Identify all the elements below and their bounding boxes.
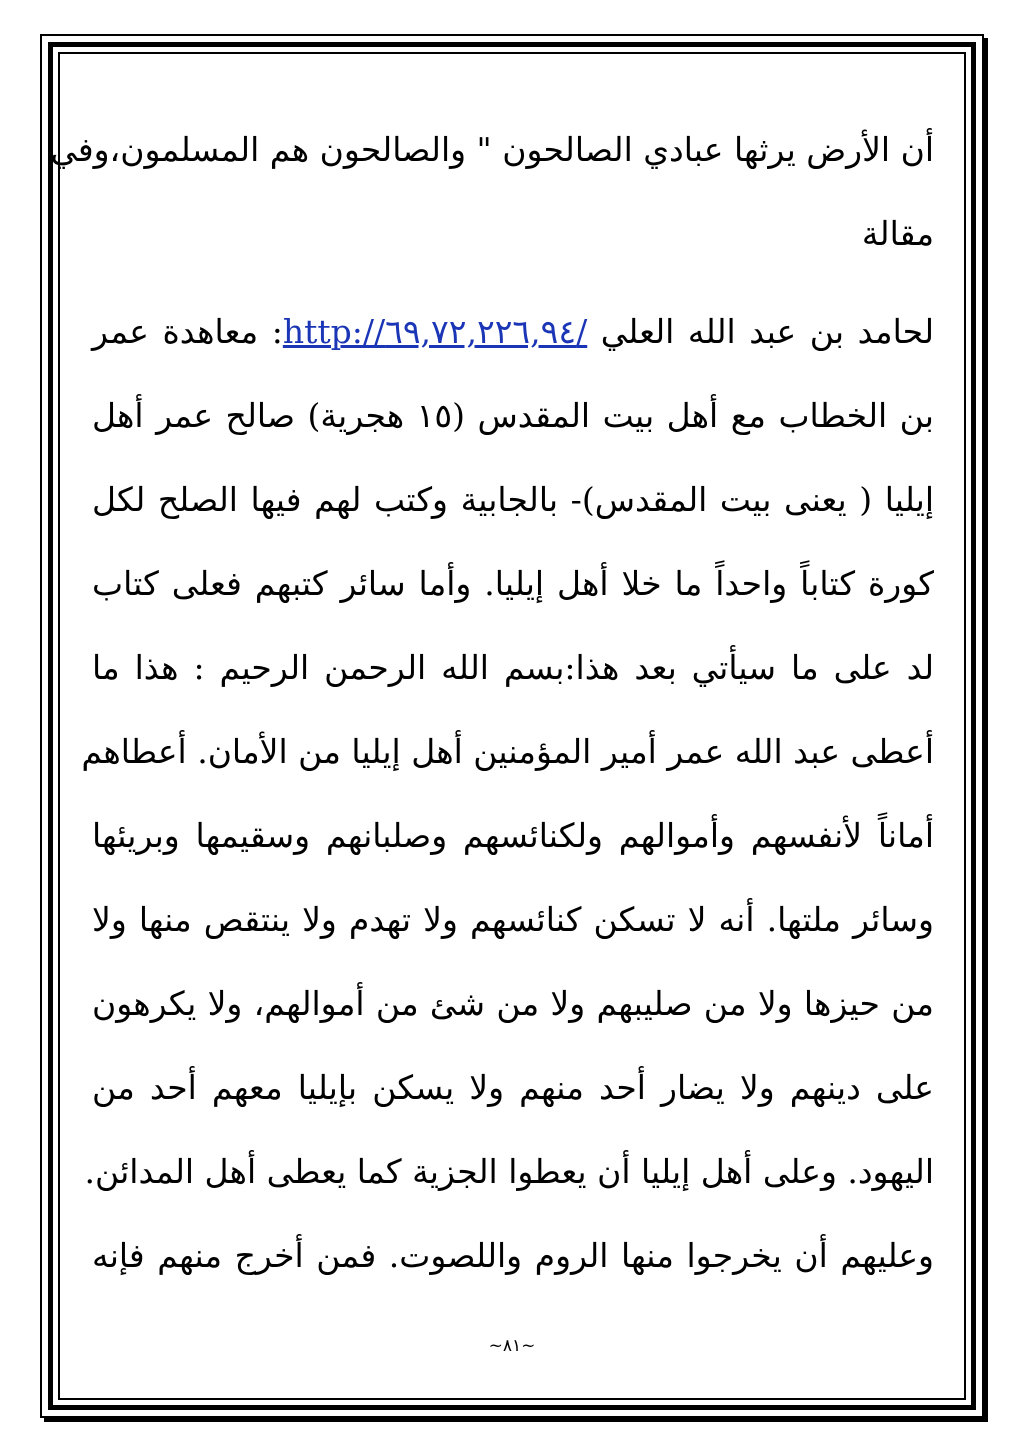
text-line: أماناً لأنفسهم وأموالهم ولكنائسهم وصلبانهم وسقيمها وبريئها [92, 816, 934, 855]
text-line-with-link [92, 290, 934, 374]
text-line: بن الخطاب مع أهل بيت المقدس (١٥ هجرية) صالح عمر أهل [92, 396, 934, 435]
text-segment: لحامد بن عبد الله العلي [600, 312, 934, 351]
text-line: مقالة [861, 214, 934, 253]
text-line: كورة كتاباً واحداً ما خلا أهل إيليا. وأما سائر كتبهم فعلى كتاب [92, 564, 934, 603]
text-line: إيليا ( يعنى بيت المقدس)- بالجابية وكتب لهم فيها الصلح لكل [92, 480, 934, 519]
text-line: وسائر ملتها. أنه لا تسكن كنائسهم ولا تهدم ولا ينتقص منها ولا [92, 900, 934, 939]
text-line: من حيزها ولا من صليبهم ولا من شئ من أموالهم، ولا يكرهون [92, 984, 934, 1023]
text-line: على دينهم ولا يضار أحد منهم ولا يسكن بإيليا معهم أحد من [92, 1068, 934, 1107]
page-number: ~٨١~ [488, 1336, 536, 1356]
text-line: أن الأرض يرثها عبادي الصالحون " والصالحون هم المسلمون،وفي [50, 130, 934, 169]
text-line: اليهود. وعلى أهل إيليا أن يعطوا الجزية كما يعطى أهل المدائن. [84, 1152, 934, 1191]
article-link[interactable]: http://٦٩,٧٢,٢٢٦,٩٤/ [282, 312, 588, 351]
text-segment: : معاهدة عمر [92, 312, 283, 351]
text-line: لد على ما سيأتي بعد هذا:بسم الله الرحمن الرحيم : هذا ما [92, 648, 934, 687]
text-line: أعطى عبد الله عمر أمير المؤمنين أهل إيليا من الأمان. أعطاهم [81, 732, 934, 771]
body-text [50, 108, 934, 1298]
text-line: وعليهم أن يخرجوا منها الروم واللصوت. فمن أخرج منهم فإنه [92, 1236, 934, 1275]
